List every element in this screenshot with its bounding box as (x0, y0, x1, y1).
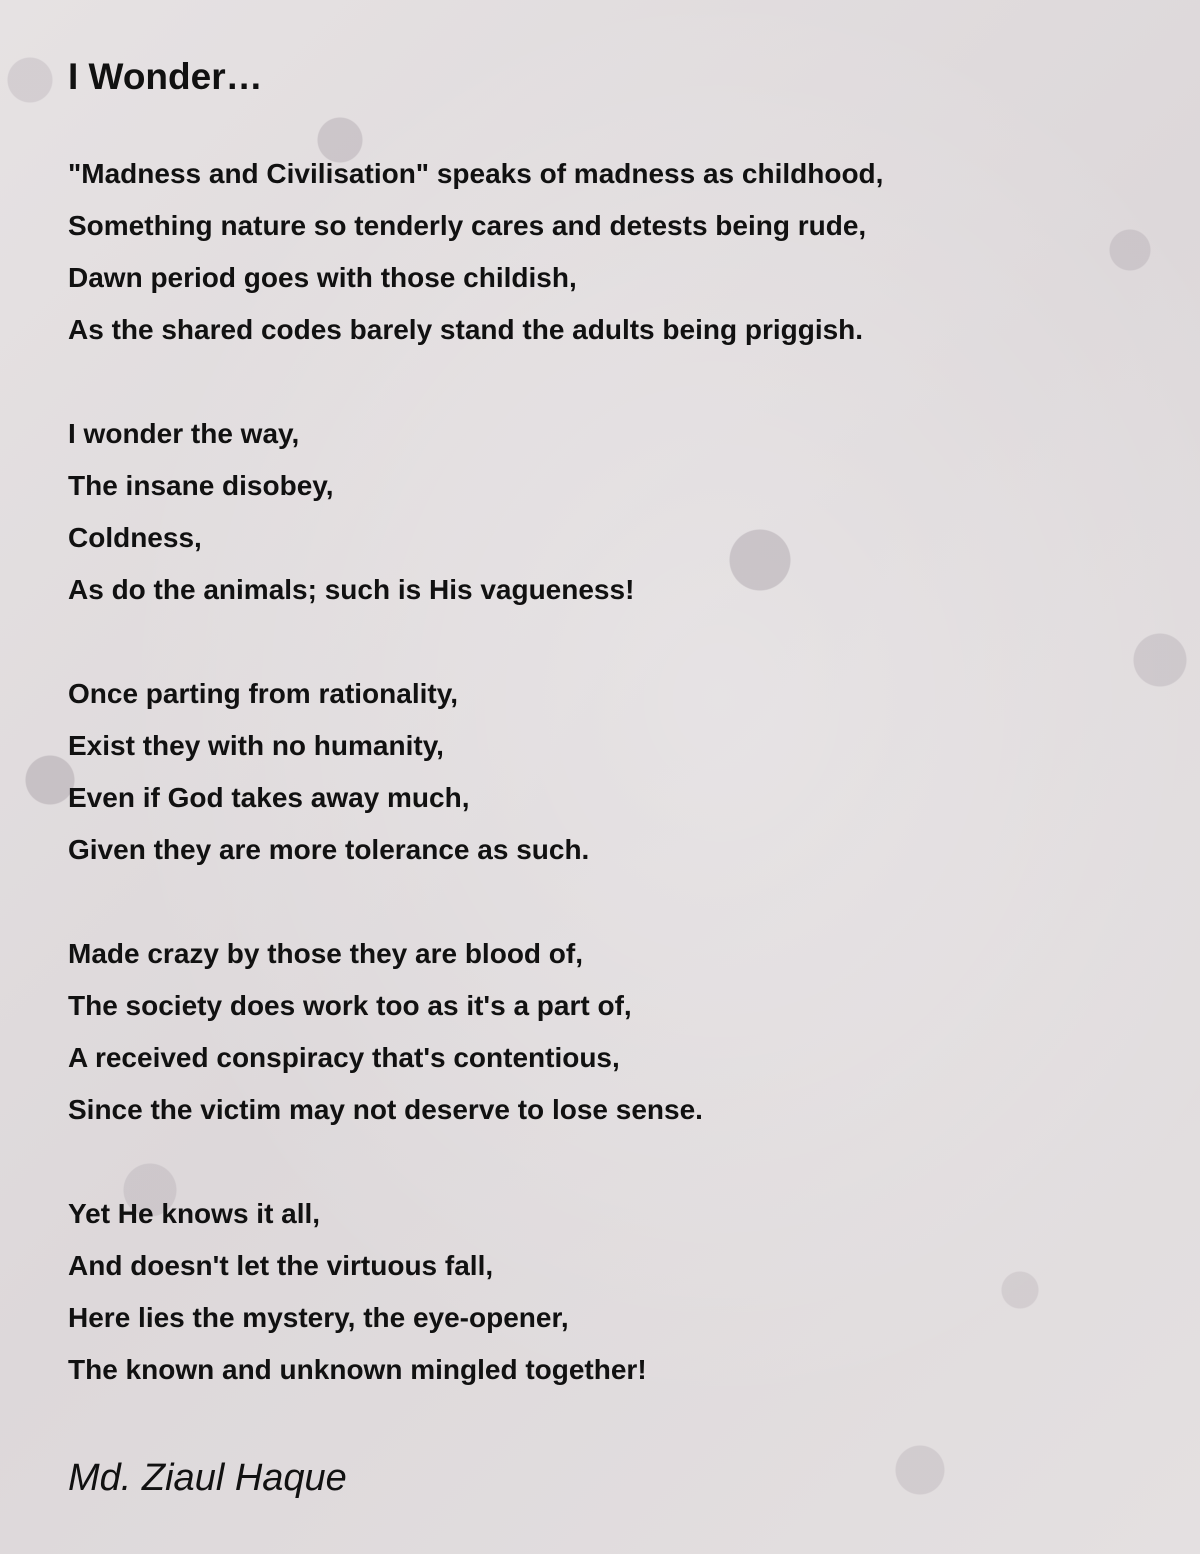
poem-line: Exist they with no humanity, (68, 730, 444, 761)
poem-line: Here lies the mystery, the eye-opener, (68, 1302, 569, 1333)
poem-line: As do the animals; such is His vagueness! (68, 574, 635, 605)
poem-line: Coldness, (68, 522, 202, 553)
stanza-3 (68, 668, 1168, 876)
poem-line: Dawn period goes with those childish, (68, 262, 577, 293)
poem-line: Yet He knows it all, (68, 1198, 321, 1229)
poem-line: Once parting from rationality, (68, 678, 458, 709)
poem-line: As the shared codes barely stand the adults being priggish. (68, 314, 864, 345)
poem-line: Since the victim may not deserve to lose sense. (68, 1094, 703, 1125)
poem-line: A received conspiracy that's contentious, (68, 1042, 620, 1073)
poem-line: And doesn't let the virtuous fall, (68, 1250, 494, 1281)
poem-line: The known and unknown mingled together! (68, 1354, 647, 1385)
stanza-5 (68, 1188, 1168, 1396)
poem-line: Something nature so tenderly cares and detests being rude, (68, 210, 867, 241)
stanza-1 (68, 148, 1168, 356)
poem-author: Md. Ziaul Haque (68, 1457, 347, 1499)
poem-line: Made crazy by those they are blood of, (68, 938, 584, 969)
poem-line: The insane disobey, (68, 470, 334, 501)
poem-line: I wonder the way, (68, 418, 300, 449)
poem-line: "Madness and Civilisation" speaks of madness as childhood, (68, 158, 884, 189)
poem-line: Given they are more tolerance as such. (68, 834, 590, 865)
stanza-4 (68, 928, 1168, 1136)
poem-line: The society does work too as it's a part of, (68, 990, 632, 1021)
poem-line: Even if God takes away much, (68, 782, 470, 813)
poem-body (68, 148, 1168, 1448)
poem-title: I Wonder… (68, 56, 263, 97)
stanza-2 (68, 408, 1168, 616)
